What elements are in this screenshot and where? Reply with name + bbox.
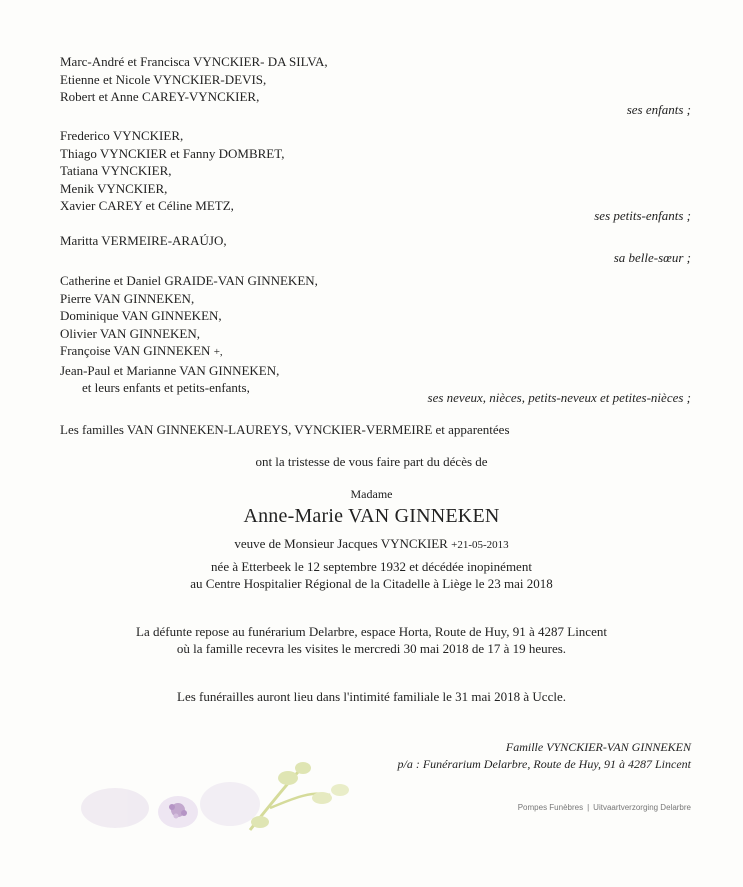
- title-madame: Madame: [350, 487, 393, 501]
- signature-address: p/a : Funérarium Delarbre, Route de Huy, 91 à 4287 Lincent: [397, 757, 691, 771]
- orchid-decoration-icon: [0, 760, 420, 870]
- list-item: Jean-Paul et Marianne VAN GINNEKEN,: [60, 362, 280, 378]
- list-item: Olivier VAN GINNEKEN,: [60, 325, 200, 341]
- list-item: Tatiana VYNCKIER,: [60, 163, 172, 178]
- signature: [397, 739, 691, 773]
- death-line: au Centre Hospitalier Régional de la Citadelle à Liège le 23 mai 2018: [190, 576, 553, 591]
- deceased-name: Anne-Marie VAN GINNEKEN: [243, 505, 500, 527]
- list-item-extra: et leurs enfants et petits-enfants,: [82, 380, 250, 395]
- list-item: [60, 342, 318, 362]
- list-item: Maritta VERMEIRE-ARAÚJO,: [60, 233, 227, 248]
- relation-children: ses enfants ;: [626, 102, 691, 117]
- list-item: Dominique VAN GINNEKEN,: [60, 308, 222, 323]
- widow-date: +21-05-2013: [451, 539, 509, 551]
- footer: Pompes Funèbres | Uitvaartverzorging Delarbre: [517, 803, 691, 812]
- list-item: Xavier CAREY et Céline METZ,: [60, 198, 234, 213]
- footer-right: Uitvaartverzorging Delarbre: [593, 803, 691, 812]
- list-item: Thiago VYNCKIER et Fanny DOMBRET,: [60, 145, 285, 161]
- list-item: Marc-André et Francisca VYNCKIER- DA SILVA,: [60, 54, 328, 69]
- list-item: Catherine et Daniel GRAIDE-VAN GINNEKEN,: [60, 273, 318, 288]
- relation-sister-in-law: sa belle-sœur ;: [613, 250, 691, 265]
- announcement-line: ont la tristesse de vous faire part du décès de: [255, 454, 488, 469]
- birth-line: née à Etterbeek le 12 septembre 1932 et décédée inopinément: [211, 559, 532, 574]
- sister-in-law-list: [60, 232, 227, 250]
- nephews-list: [60, 272, 318, 397]
- grandchildren-list: [60, 127, 284, 215]
- list-item: Etienne et Nicole VYNCKIER-DEVIS,: [60, 71, 267, 87]
- relation-nephews: ses neveux, nièces, petits-neveux et petites-nièces ;: [427, 390, 691, 405]
- list-item: Pierre VAN GINNEKEN,: [60, 290, 195, 306]
- list-item-text: Françoise VAN GINNEKEN: [60, 343, 211, 358]
- deceased-mark: +,: [213, 346, 223, 358]
- list-item: Robert et Anne CAREY-VYNCKIER,: [60, 89, 260, 104]
- families-line: Les familles VAN GINNEKEN-LAUREYS, VYNCKIER-VERMEIRE et apparentées: [60, 422, 510, 437]
- funeral-line: Les funérailles auront lieu dans l'intimité familiale le 31 mai 2018 à Uccle.: [177, 689, 566, 704]
- widow-of: veuve de Monsieur Jacques VYNCKIER: [234, 536, 448, 551]
- widow-line: [0, 536, 743, 552]
- list-item: Menik VYNCKIER,: [60, 180, 168, 196]
- repose-line-1: La défunte repose au funérarium Delarbre, espace Horta, Route de Huy, 91 à 4287 Lincent: [136, 624, 607, 639]
- repose-line-2: où la famille recevra les visites le mercredi 30 mai 2018 de 17 à 19 heures.: [176, 641, 567, 656]
- list-item: Frederico VYNCKIER,: [60, 128, 184, 143]
- children-list: [60, 53, 328, 106]
- signature-family: Famille VYNCKIER-VAN GINNEKEN: [505, 740, 691, 754]
- footer-left: Pompes Funèbres: [517, 803, 584, 812]
- relation-grandchildren: ses petits-enfants ;: [594, 208, 691, 223]
